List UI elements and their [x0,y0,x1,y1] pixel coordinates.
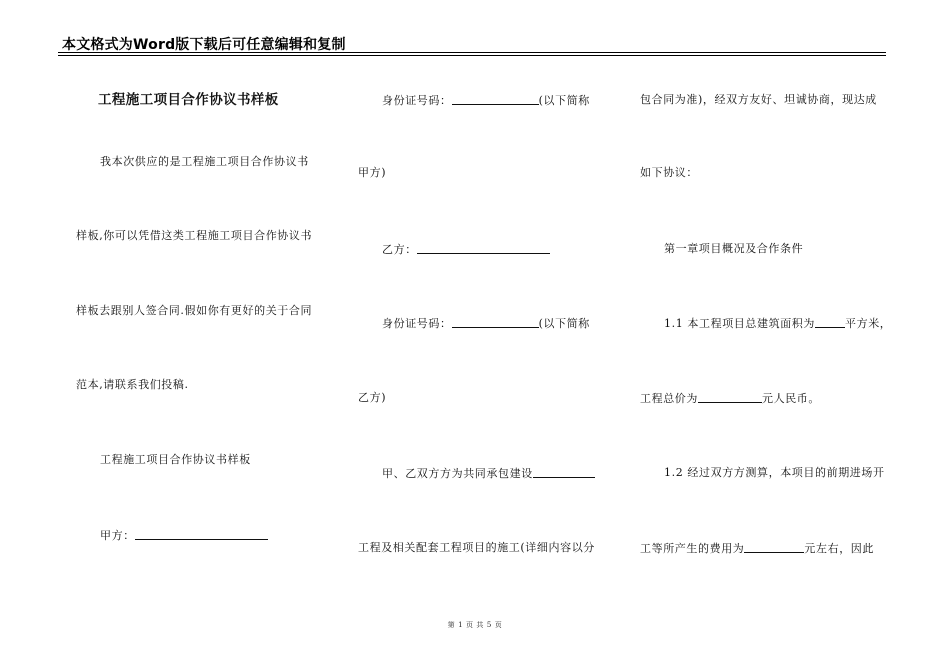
clause-1-2-line-1: 1.2 经过双方方测算，本项目的前期进场开 [664,466,885,479]
clause-1-1-text-b: 平方米， [845,317,892,330]
area-blank [815,316,845,328]
clause-1-1-text-c: 工程总价为 [640,392,698,405]
id-number-blank-b [452,316,539,328]
id-number-suffix-b: (以下简称 [538,317,590,330]
id-number-line-b [382,316,590,331]
agreement-subtitle: 工程施工项目合作协议书样板 [100,453,251,466]
intro-line-4: 范本,请联系我们投稿. [76,378,189,391]
cost-blank [744,541,804,553]
id-number-blank-a [452,93,539,105]
party-b-blank [417,242,550,254]
document-banner: 本文格式为Word版下载后可任意编辑和复制 [62,37,346,53]
id-number-label-b: 身份证号码： [382,317,452,330]
party-b-line [382,242,550,257]
joint-contract-line-2: 工程及相关配套工程项目的施工(详细内容以分 [358,541,595,554]
column-3 [640,0,890,672]
intro-line-2: 样板,你可以凭借这类工程施工项目合作协议书 [76,229,313,242]
column-2 [358,0,608,672]
clause-1-1-text-d: 元人民币。 [762,392,820,405]
column-1 [76,0,326,672]
id-number-label-a: 身份证号码： [382,94,452,107]
agreement-line-1: 包合同为准)，经双方友好、坦诚协商，现达成 [640,93,877,106]
project-name-blank [533,466,595,478]
document-title: 工程施工项目合作协议书样板 [98,92,279,108]
clause-1-1-line-2 [640,391,820,406]
clause-1-2-line-2 [640,541,874,556]
clause-1-2-text-b: 工等所产生的费用为 [640,542,745,555]
party-a-label: 甲方： [100,529,135,542]
party-a-blank [135,528,268,540]
total-price-blank [698,391,762,403]
party-a-line [100,528,268,543]
party-b-abbrev: 乙方) [358,391,387,404]
id-number-line-a [382,93,590,108]
agreement-line-2: 如下协议： [640,166,698,179]
clause-1-2-text-c: 元左右，因此 [804,542,875,555]
joint-contract-line-1 [382,466,595,481]
party-a-abbrev: 甲方) [358,166,387,179]
clause-1-1-line-1 [664,316,891,331]
joint-contract-text: 甲、乙双方方为共同承包建设 [382,467,533,480]
intro-line-3: 样板去跟别人签合同.假如你有更好的关于合同 [76,304,313,317]
page-footer: 第 1 页 共 5 页 [447,621,503,629]
party-b-label: 乙方： [382,243,417,256]
clause-1-1-text-a: 1.1 本工程项目总建筑面积为 [664,317,815,330]
id-number-suffix-a: (以下简称 [538,94,590,107]
chapter-heading: 第一章项目概况及合作条件 [664,242,804,255]
intro-line-1: 我本次供应的是工程施工项目合作协议书 [100,155,309,168]
